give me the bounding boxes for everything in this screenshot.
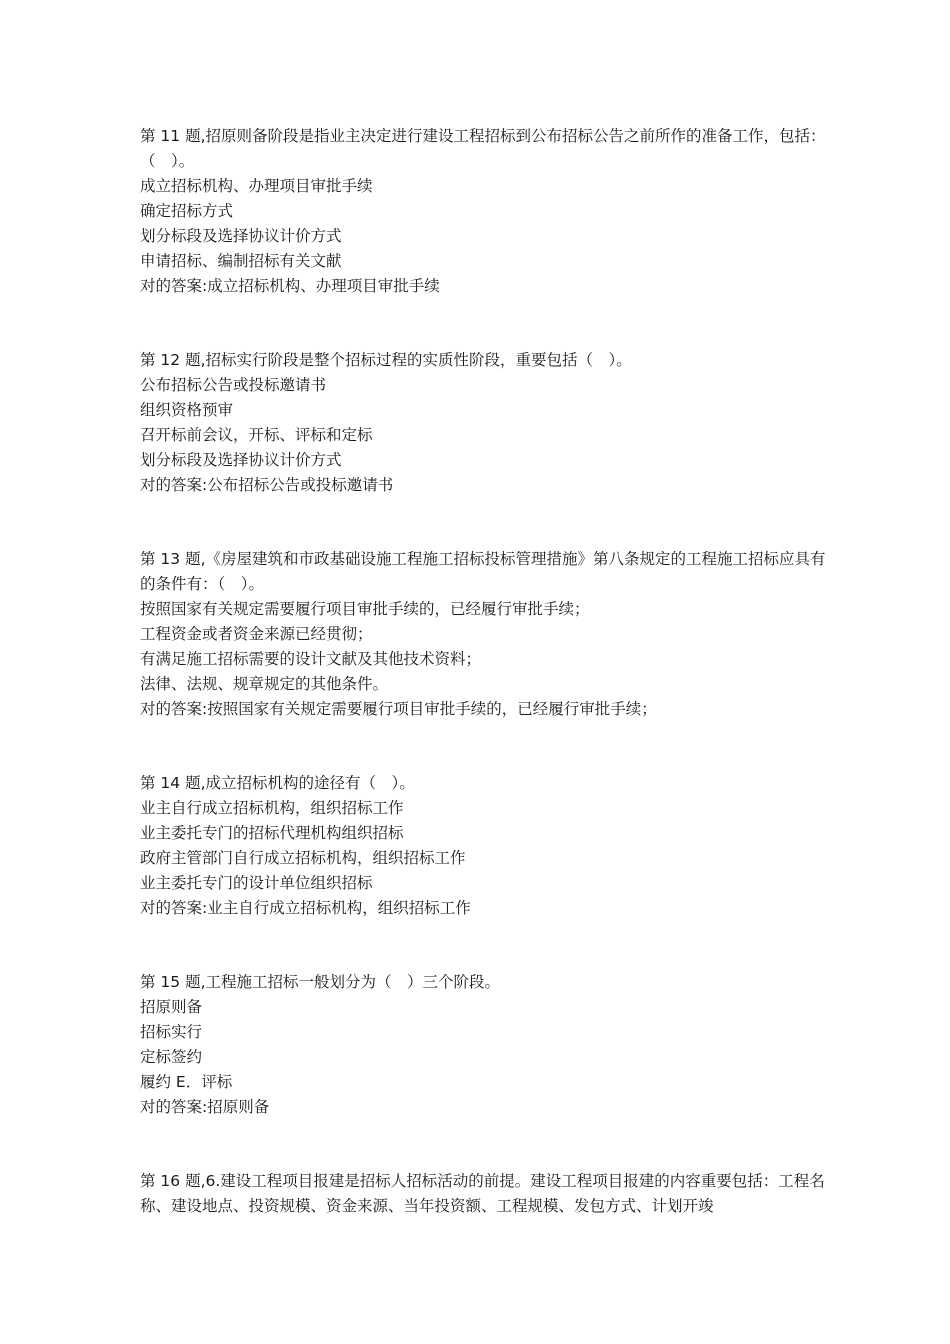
option-b: 招标实行: [140, 1023, 203, 1041]
document-page: [140, 124, 830, 1268]
option-c: 召开标前会议，开标、评标和定标: [140, 426, 373, 444]
option-a: 业主自行成立招标机构，组织招标工作: [140, 799, 404, 817]
answer-line: 对的答案:按照国家有关规定需要履行项目审批手续的，已经履行审批手续；: [140, 700, 657, 718]
question-stem: 第 12 题,招标实行阶段是整个招标过程的实质性阶段，重要包括（ ）。: [140, 351, 632, 369]
question-stem: 第 16 题,6.建设工程项目报建是招标人招标活动的前提。建设工程项目报建的内容重要包括：工程名称、建设地点、投资规模、资金来源、当年投资额、工程规模、发包方式、计划开竣: [140, 1172, 825, 1215]
option-c: 划分标段及选择协议计价方式: [140, 227, 342, 245]
answer-line: 对的答案:公布招标公告或投标邀请书: [140, 476, 394, 494]
question-13: [140, 547, 830, 722]
answer-line: 对的答案:成立招标机构、办理项目审批手续: [140, 277, 440, 295]
question-stem: 第 13 题,《房屋建筑和市政基础设施工程施工招标投标管理措施》第八条规定的工程施工招标应具有的条件有：（ ）。: [140, 550, 826, 593]
option-a: 招原则备: [140, 998, 203, 1016]
option-c: 有满足施工招标需要的设计文献及其他技术资料；: [140, 650, 482, 668]
answer-line: 对的答案:招原则备: [140, 1098, 270, 1116]
question-15: [140, 970, 830, 1120]
option-b: 工程资金或者资金来源已经贯彻；: [140, 625, 373, 643]
option-a: 成立招标机构、办理项目审批手续: [140, 177, 373, 195]
answer-line: 对的答案:业主自行成立招标机构，组织招标工作: [140, 899, 471, 917]
option-d: 业主委托专门的设计单位组织招标: [140, 874, 373, 892]
option-d: 申请招标、编制招标有关文献: [140, 252, 342, 270]
option-a: 按照国家有关规定需要履行项目审批手续的，已经履行审批手续；: [140, 600, 590, 618]
question-14: [140, 771, 830, 921]
option-b: 业主委托专门的招标代理机构组织招标: [140, 824, 404, 842]
question-16: [140, 1169, 830, 1219]
option-d: 法律、法规、规章规定的其他条件。: [140, 675, 389, 693]
option-d: 划分标段及选择协议计价方式: [140, 451, 342, 469]
option-d: 履约 E．评标: [140, 1073, 233, 1091]
option-a: 公布招标公告或投标邀请书: [140, 376, 327, 394]
option-b: 确定招标方式: [140, 202, 234, 220]
option-c: 定标签约: [140, 1048, 203, 1066]
option-c: 政府主管部门自行成立招标机构，组织招标工作: [140, 849, 466, 867]
question-stem: 第 11 题,招原则备阶段是指业主决定进行建设工程招标到公布招标公告之前所作的准备工作，包括：（ ）。: [140, 127, 826, 170]
option-b: 组织资格预审: [140, 401, 234, 419]
question-stem: 第 14 题,成立招标机构的途径有（ ）。: [140, 774, 415, 792]
question-11: [140, 124, 830, 299]
question-12: [140, 348, 830, 498]
question-stem: 第 15 题,工程施工招标一般划分为（ ）三个阶段。: [140, 973, 501, 991]
